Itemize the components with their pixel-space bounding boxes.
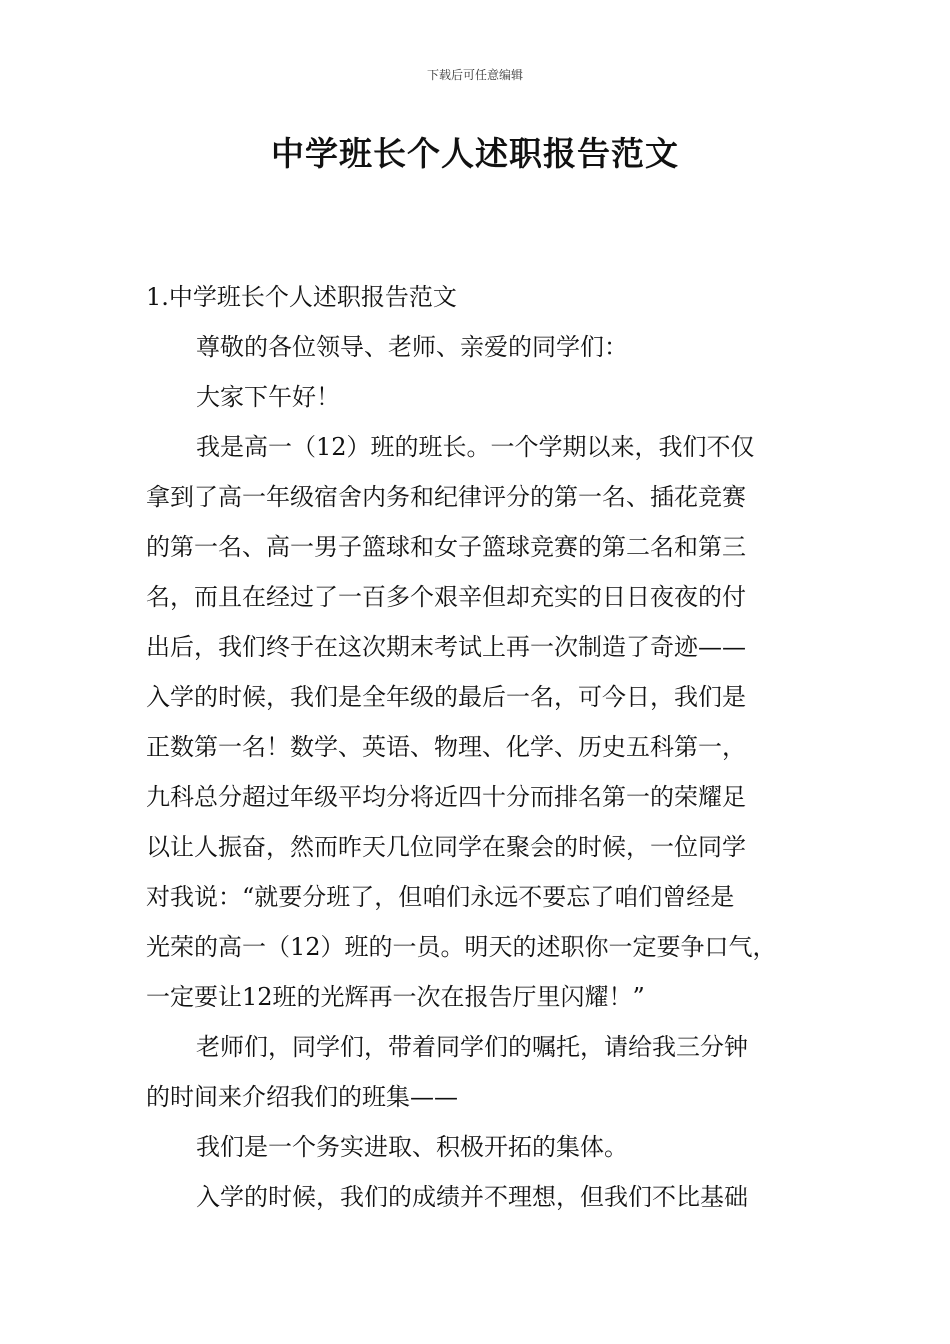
paragraph-line: 入学的时候，我们是全年级的最后一名，可今日，我们是 xyxy=(146,683,746,711)
header-note: 下载后可任意编辑 xyxy=(426,68,523,82)
paragraph-line: 我是高一（12）班的班长。一个学期以来，我们不仅 xyxy=(196,433,755,461)
paragraph-line: 九科总分超过年级平均分将近四十分而排名第一的荣耀足 xyxy=(146,783,746,811)
section-heading: 1.中学班长个人述职报告范文 xyxy=(146,283,457,311)
paragraph-line: 名，而且在经过了一百多个艰辛但却充实的日日夜夜的付 xyxy=(146,583,746,611)
paragraph-line: 大家下午好！ xyxy=(196,383,340,411)
paragraph-line: 的时间来介绍我们的班集—— xyxy=(146,1083,458,1111)
paragraph-line: 以让人振奋，然而昨天几位同学在聚会的时候，一位同学 xyxy=(146,833,746,861)
document-title: 中学班长个人述职报告范文 xyxy=(271,134,679,173)
paragraph-line: 正数第一名！数学、英语、物理、化学、历史五科第一， xyxy=(146,733,746,761)
paragraph-line: 拿到了高一年级宿舍内务和纪律评分的第一名、插花竞赛 xyxy=(146,483,746,511)
paragraph-line: 入学的时候，我们的成绩并不理想，但我们不比基础 xyxy=(196,1183,748,1211)
paragraph-line: 出后，我们终于在这次期末考试上再一次制造了奇迹—— xyxy=(146,633,746,661)
document-body xyxy=(146,272,826,1222)
paragraph-line: 老师们，同学们，带着同学们的嘱托，请给我三分钟 xyxy=(196,1033,748,1061)
paragraph-line: 的第一名、高一男子篮球和女子篮球竞赛的第二名和第三 xyxy=(146,533,746,561)
paragraph-line: 光荣的高一（12）班的一员。明天的述职你一定要争口气， xyxy=(146,933,777,961)
paragraph-line: 一定要让12班的光辉再一次在报告厅里闪耀！” xyxy=(146,983,645,1011)
paragraph-line: 对我说：“就要分班了，但咱们永远不要忘了咱们曾经是 xyxy=(146,883,735,911)
paragraph-line: 我们是一个务实进取、积极开拓的集体。 xyxy=(196,1133,628,1161)
paragraph-line: 尊敬的各位领导、老师、亲爱的同学们： xyxy=(196,333,628,361)
